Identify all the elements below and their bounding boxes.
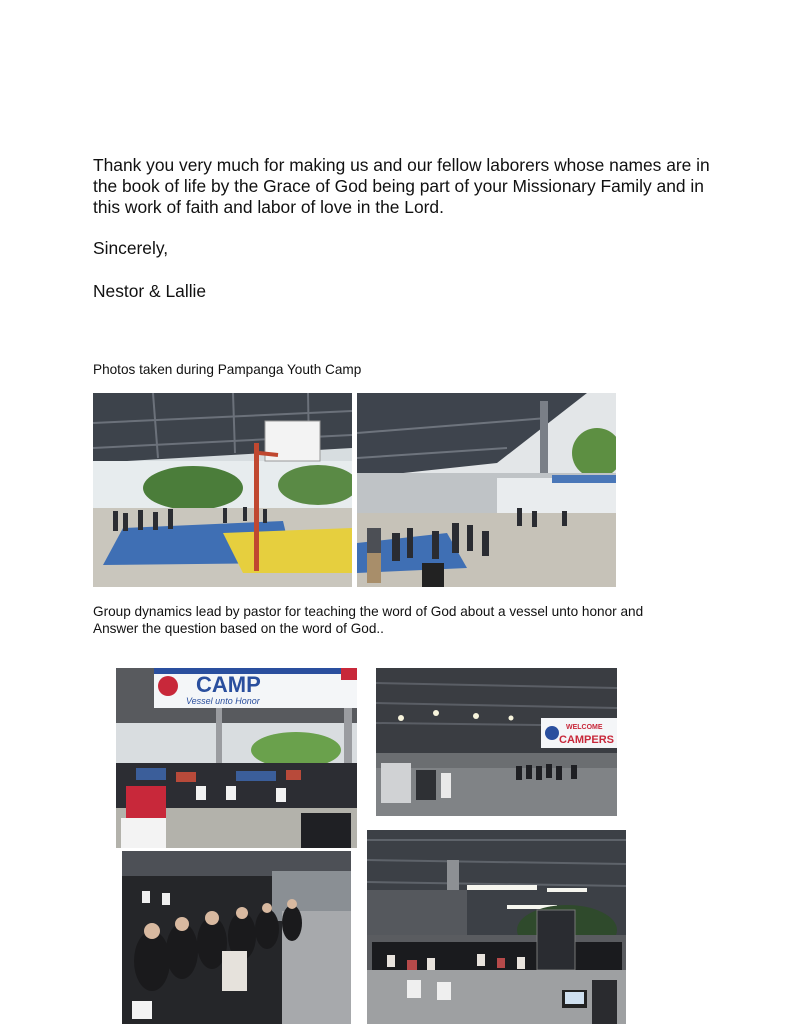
- letter-signature: Nestor & Lallie: [93, 281, 207, 301]
- camp-banner-subtitle: Vessel unto Honor: [186, 696, 260, 706]
- photo-audience-rows: [122, 851, 351, 1024]
- welcome-sign-line2: CAMPERS: [559, 734, 615, 746]
- photo-camp-banner-crowd: [116, 668, 357, 848]
- letter-closing: Sincerely,: [93, 238, 169, 258]
- letter-body: [93, 155, 713, 218]
- photo-covered-court-group: [357, 393, 616, 587]
- welcome-sign-line1: WELCOME: [566, 724, 603, 731]
- photo-welcome-campers: [376, 668, 617, 816]
- photo-basketball-court: [93, 393, 352, 587]
- letter-paragraph: Thank you very much for making us and our fellow laborers whose names are in the book of life by the Grace of God being part of your Missionary Family and in this work of faith and labor of love in the Lord.: [93, 155, 710, 217]
- camp-banner-title: CAMP: [196, 672, 261, 697]
- photo-hall-seminar: [367, 830, 626, 1024]
- photo-caption-youth-camp: Photos taken during Pampanga Youth Camp: [93, 362, 362, 377]
- photo-caption-group-dynamics: Group dynamics lead by pastor for teaching the word of God about a vessel unto honor and Answer the question based on the word of God..: [93, 604, 644, 636]
